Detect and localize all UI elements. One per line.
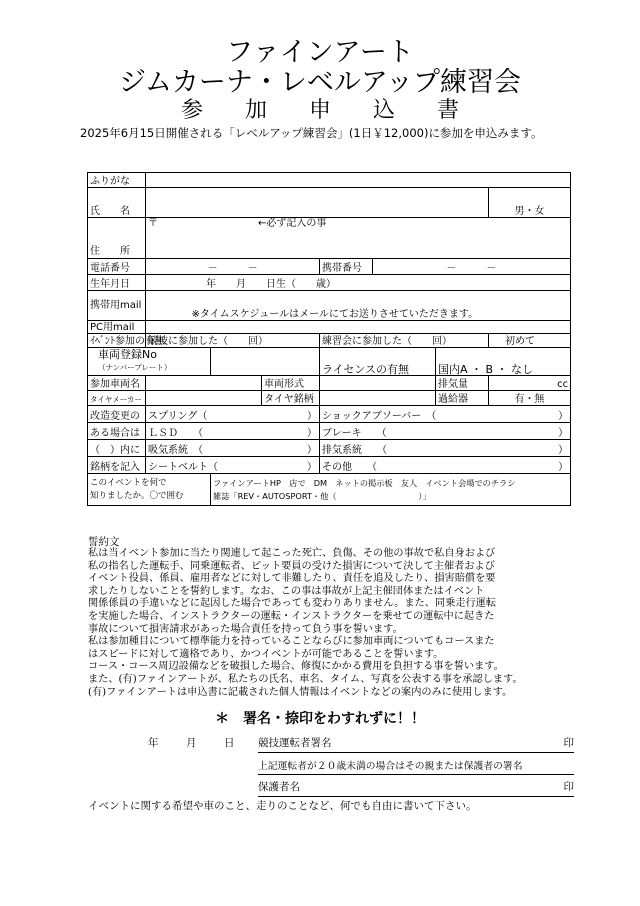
first-time-option[interactable]: 初めて [489,334,571,348]
furigana-label: ふりがな [88,173,146,188]
birth-field[interactable]: 年 月 日生（ 歳） [146,275,571,291]
model-label: 車両形式 [262,376,320,391]
seal-mark-1: 印 [563,737,574,749]
address-field[interactable] [146,218,571,259]
supercharger-options[interactable]: 有・無 [489,391,571,406]
car-name-label: 参加車両名 [88,376,146,391]
other-field[interactable]: その他 （ ） [320,457,571,474]
date-year: 年 [148,737,159,749]
competed-option[interactable]: 競技に参加した（ 回） [146,334,320,348]
supercharger-label: 過給器 [436,391,489,406]
practiced-option[interactable]: 練習会に参加した（ 回） [320,334,489,348]
mobile-label: 携帯番号 [320,259,373,275]
license-label: ライセンスの有無 [320,348,436,376]
intake-field[interactable]: 吸気系統 （ ） [146,440,320,457]
postal-mark: 〒 [148,218,158,229]
oath-body: 私は当イベント参加に当たり関連して起こった死亡、負傷、その他の事故で私自身および 私の指名した運転手、同乗運転者、ピット要員の受けた損害について決して主催者および イベント役員、係員、雇用者などに対して非難したり、責任を追及したり、損害賠償を要 求したりしないことを誓約します。なお、この事は事故が上記主催団体またはイベント 関係係員の手違いなどに起因した場合であっても変わりありません。また、同乗走行運転 を実施した場合、インストラクターの運転・インストラクターを乗せての運転中に起きた 事故について損害請求があった場合責任を持って負う事を誓います。 私は参加種目について標準能力を持っていることならびに参加車両についてもコースまた はスピードに対して適格であり、かつイベントが可能であることを誓います。 コース・コース周辺設備などを破損した場合、修復にかかる費用を負担する事を誓います。 また、(有)ファインアートが、私たちの氏名、車名、タイム、写真を公表する事を承認します。 (有)ファインアートは申込書に記載された個人情報はイベントなどの案内のみに使用します。 [88,548,523,698]
exhaust-field[interactable]: 排気系統 （ ） [320,440,571,457]
pc-mail-label: PC用mail [88,321,146,334]
address-label: 住 所 [90,246,130,257]
absorber-field[interactable]: ショックアブソーバー （ ） [320,406,571,423]
license-options[interactable]: 国内A ・ B ・ なし [436,348,571,376]
application-form [87,172,571,506]
source-answers[interactable]: ファインアートHP 店で DM ネットの掲示板 友人 イベント会場でのチラシ 雑誌「REV・AUTOSPORT・他（ ）」 [211,474,571,506]
source-question: このイベントを何で 知りましたか。〇で囲む [88,474,211,506]
name-field[interactable] [146,188,489,218]
title-line-1: ファインアート [226,37,414,68]
title-line-2: ジムカーナ・レベルアップ練習会 [118,67,522,98]
oath-title: 誓約文 [88,536,120,548]
reg-no-field[interactable] [211,348,320,376]
mod-label-3: （ ）内に [88,440,146,457]
guardian-sign-field[interactable] [258,775,574,797]
birth-label: 生年月日 [88,275,146,291]
mod-label-2: ある場合は [88,423,146,440]
model-field[interactable] [320,376,436,391]
mod-label-4: 銘柄を記入 [88,457,146,474]
tire-maker-field[interactable] [146,391,262,406]
signature-block [258,731,574,797]
seal-mark-2: 印 [563,781,574,793]
tire-brand-label: タイヤ銘柄 [262,391,320,406]
driver-sign-field[interactable] [258,731,574,753]
displacement-field[interactable]: cc [489,376,571,391]
pc-mail-field[interactable] [146,321,571,334]
title-line-3: 参加申込書 [180,98,501,123]
minor-note-line [258,753,574,775]
mobile-field[interactable]: － － [373,259,571,275]
tire-brand-field[interactable] [320,391,436,406]
car-name-field[interactable] [146,376,262,391]
number-plate-label: （ナンバープレート） [98,363,172,372]
event-history-label: ｲﾍﾞﾝﾄ参加の有無 [88,334,146,348]
oath-section [88,536,573,699]
schedule-note: ※タイムスケジュールはメールにてお送りさせていただきます。 [191,309,479,320]
required-note: ←必ず記入の事 [258,218,327,229]
reg-no-label: 車両登録No [98,348,157,361]
springs-field[interactable]: スプリング（ ） [146,406,320,423]
wishes-note: イベントに関する希望や車のこと、走りのことなど、何でも自由に書いて下さい。 [88,800,477,812]
tire-maker-label: タイヤメーカー [88,391,146,406]
signature-reminder: ＊ 署名・捺印をわすれずに！！ [215,711,425,727]
mod-label-1: 改造変更の [88,406,146,423]
reg-no-label-cell [88,348,211,376]
address-label-cell [88,218,146,259]
mobile-mail-label: 携帯用mail [88,291,146,321]
phone-field[interactable]: － － [146,259,320,275]
mobile-mail-field[interactable] [146,291,571,321]
gender-field[interactable]: 男・女 [489,188,571,218]
date-month: 月 [186,737,197,749]
lsd-field[interactable]: ＬＳＤ （ ） [146,423,320,440]
intro-text: 2025年6月15日開催される「レベルアップ練習会」(1日￥12,000)に参加を申込みます。 [80,126,543,140]
name-label: 氏 名 [88,188,146,218]
guardian-label: 保護者名 [258,781,300,793]
displacement-label: 排気量 [436,376,489,391]
seatbelt-field[interactable]: シートベルト（ ） [146,457,320,474]
brake-field[interactable]: ブレーキ （ ） [320,423,571,440]
driver-sign-label: 競技運転者署名 [258,737,332,749]
phone-label: 電話番号 [88,259,146,275]
date-day: 日 [224,737,235,749]
furigana-field[interactable] [146,173,571,188]
minor-note: 上記運転者が２０歳未満の場合はその親または保護者の署名 [258,761,523,772]
